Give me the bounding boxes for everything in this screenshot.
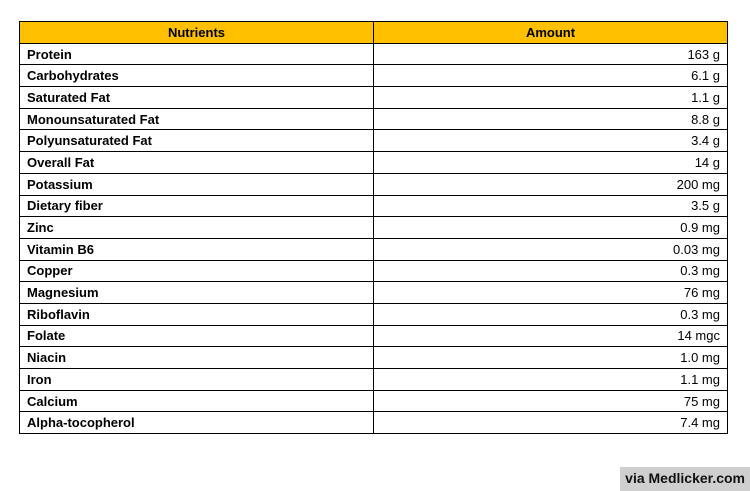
table-row <box>20 238 728 260</box>
table-header <box>20 22 728 44</box>
nutrient-name: Overall Fat <box>20 152 374 174</box>
table-row <box>20 43 728 65</box>
nutrient-name: Calcium <box>20 390 374 412</box>
table-row <box>20 130 728 152</box>
table-row <box>20 282 728 304</box>
table-row <box>20 87 728 109</box>
table-row <box>20 347 728 369</box>
nutrient-name: Saturated Fat <box>20 87 374 109</box>
table-row <box>20 108 728 130</box>
nutrient-amount: 1.0 mg <box>374 347 728 369</box>
nutrient-name: Niacin <box>20 347 374 369</box>
nutrient-name: Potassium <box>20 173 374 195</box>
header-amount: Amount <box>374 22 728 44</box>
nutrient-name: Folate <box>20 325 374 347</box>
table-body <box>20 43 728 433</box>
header-nutrients: Nutrients <box>20 22 374 44</box>
table-row <box>20 65 728 87</box>
table-row <box>20 412 728 434</box>
nutrient-amount: 0.3 mg <box>374 303 728 325</box>
table-row <box>20 369 728 391</box>
nutrient-amount: 14 g <box>374 152 728 174</box>
nutrient-name: Copper <box>20 260 374 282</box>
table-row <box>20 325 728 347</box>
header-row <box>20 22 728 44</box>
nutrient-name: Riboflavin <box>20 303 374 325</box>
nutrient-name: Zinc <box>20 217 374 239</box>
nutrient-name: Alpha-tocopherol <box>20 412 374 434</box>
nutrient-amount: 0.03 mg <box>374 238 728 260</box>
source-watermark: via Medlicker.com <box>620 467 750 491</box>
nutrient-name: Magnesium <box>20 282 374 304</box>
nutrient-amount: 76 mg <box>374 282 728 304</box>
nutrient-amount: 0.9 mg <box>374 217 728 239</box>
table-row <box>20 173 728 195</box>
table-row <box>20 195 728 217</box>
nutrient-name: Carbohydrates <box>20 65 374 87</box>
nutrient-amount: 7.4 mg <box>374 412 728 434</box>
table-row <box>20 217 728 239</box>
nutrient-name: Protein <box>20 43 374 65</box>
nutrient-amount: 1.1 g <box>374 87 728 109</box>
nutrient-amount: 14 mgc <box>374 325 728 347</box>
table-row <box>20 303 728 325</box>
table-row <box>20 260 728 282</box>
nutrient-amount: 163 g <box>374 43 728 65</box>
nutrient-amount: 3.5 g <box>374 195 728 217</box>
nutrient-name: Vitamin B6 <box>20 238 374 260</box>
table-row <box>20 390 728 412</box>
nutrient-amount: 8.8 g <box>374 108 728 130</box>
nutrient-name: Polyunsaturated Fat <box>20 130 374 152</box>
nutrient-name: Iron <box>20 369 374 391</box>
nutrient-name: Monounsaturated Fat <box>20 108 374 130</box>
nutrient-amount: 3.4 g <box>374 130 728 152</box>
nutrient-amount: 6.1 g <box>374 65 728 87</box>
nutrient-amount: 1.1 mg <box>374 369 728 391</box>
table-row <box>20 152 728 174</box>
nutrient-amount: 200 mg <box>374 173 728 195</box>
nutrient-name: Dietary fiber <box>20 195 374 217</box>
nutrient-amount: 0.3 mg <box>374 260 728 282</box>
nutrients-table <box>19 21 728 434</box>
nutrient-amount: 75 mg <box>374 390 728 412</box>
